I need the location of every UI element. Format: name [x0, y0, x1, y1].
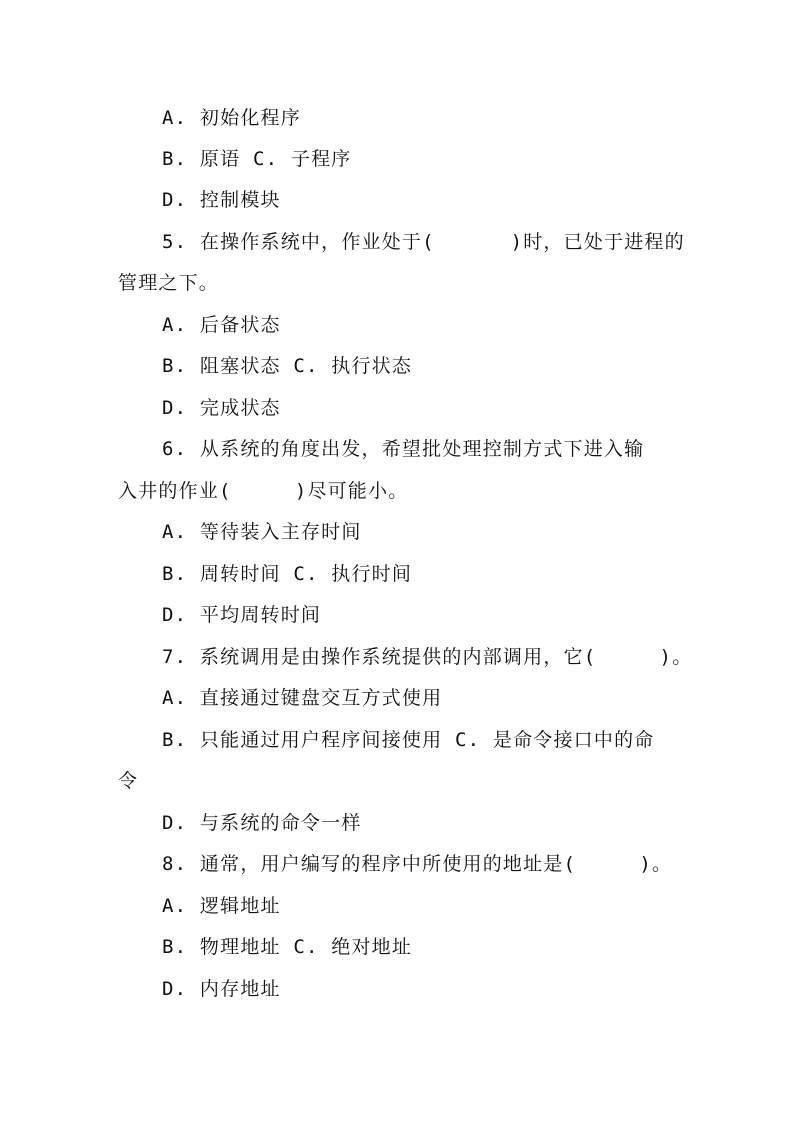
option-7d: D. 与系统的命令一样	[162, 812, 362, 834]
option-5d: D. 完成状态	[162, 397, 281, 419]
question-6-continued: 入井的作业( )尽可能小。	[118, 480, 409, 502]
option-5a: A. 后备状态	[162, 314, 281, 336]
question-5-continued: 管理之下。	[118, 272, 220, 294]
question-8: 8. 通常，用户编写的程序中所使用的地址是( )。	[162, 853, 673, 875]
option-5b-5c: B. 阻塞状态 C. 执行状态	[162, 355, 413, 377]
question-7: 7. 系统调用是由操作系统提供的内部调用，它( )。	[162, 646, 693, 668]
option-6a: A. 等待装入主存时间	[162, 521, 362, 543]
option-6b-6c: B. 周转时间 C. 执行时间	[162, 563, 413, 585]
option-7b-7c: B. 只能通过用户程序间接使用 C. 是命令接口中的命	[162, 729, 655, 751]
question-5: 5. 在操作系统中，作业处于( )时，已处于进程的	[162, 231, 685, 253]
option-8a: A. 逻辑地址	[162, 895, 281, 917]
option-8d: D. 内存地址	[162, 978, 281, 1000]
option-4b-4c: B. 原语 C. 子程序	[162, 148, 352, 170]
question-6: 6. 从系统的角度出发，希望批处理控制方式下进入输	[162, 438, 645, 460]
option-4a: A. 初始化程序	[162, 107, 301, 129]
option-4d: D. 控制模块	[162, 189, 281, 211]
option-8b-8c: B. 物理地址 C. 绝对地址	[162, 936, 413, 958]
option-7a: A. 直接通过键盘交互方式使用	[162, 687, 443, 709]
option-7c-continued: 令	[118, 770, 139, 792]
option-6d: D. 平均周转时间	[162, 604, 322, 626]
